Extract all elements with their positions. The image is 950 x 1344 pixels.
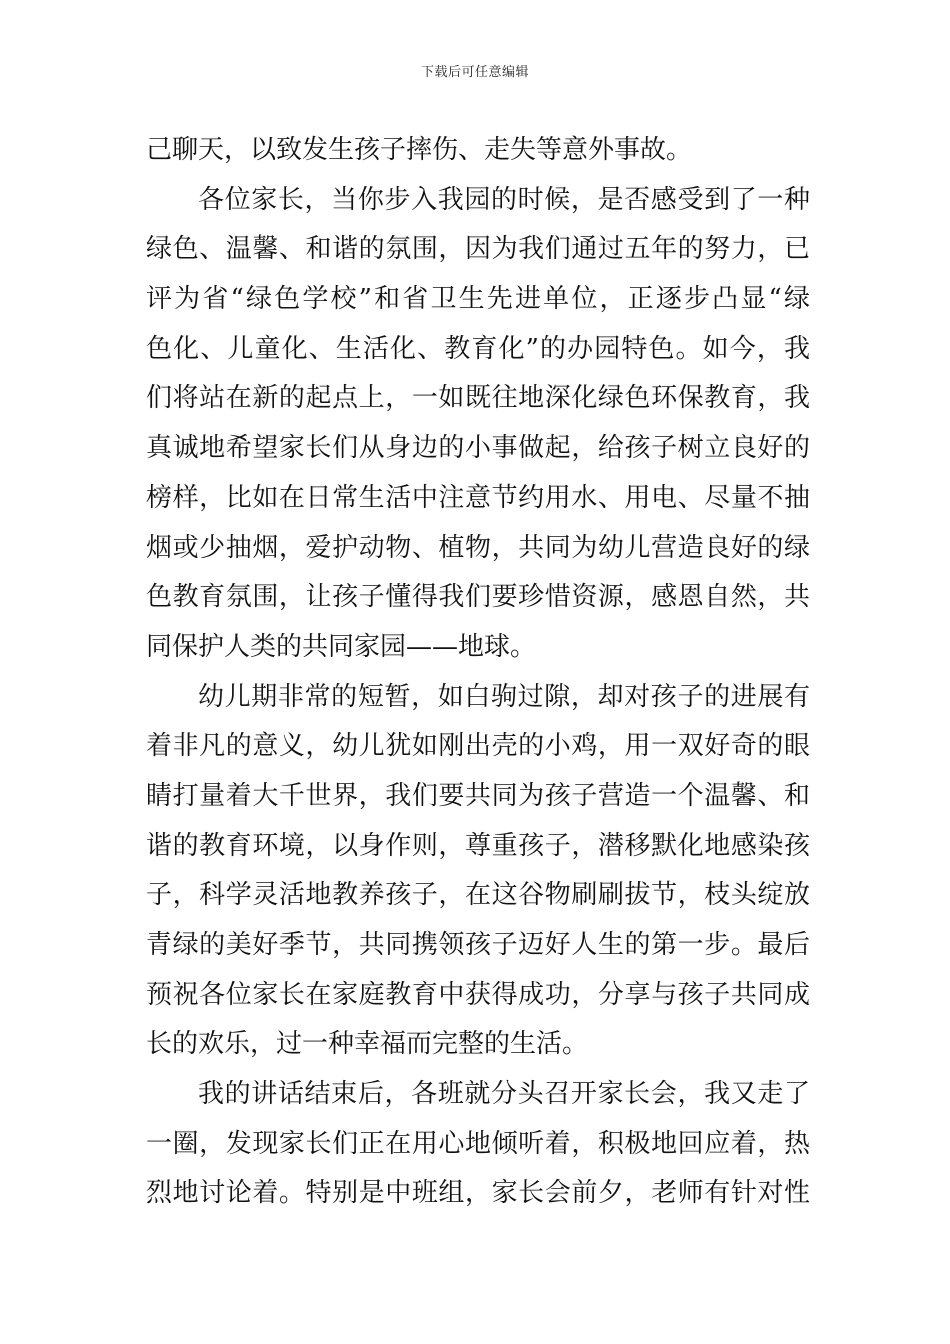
text-line: 色教育氛围，让孩子懂得我们要珍惜资源，感恩自然，共 (146, 582, 810, 613)
text-line: 榜样，比如在日常生活中注意节约用水、用电、尽量不抽 (146, 482, 810, 513)
text-line: 烈地讨论着。特别是中班组，家长会前夕，老师有针对性 (146, 1178, 810, 1209)
text-line: 评为省“绿色学校”和省卫生先进单位，正逐步凸显“绿 (146, 284, 810, 315)
text-line: 各位家长，当你步入我园的时候，是否感受到了一种 (198, 184, 810, 215)
text-line: 真诚地希望家长们从身边的小事做起，给孩子树立良好的 (146, 433, 810, 464)
body-text (146, 126, 810, 1219)
page-header: 下载后可任意编辑 (420, 65, 529, 80)
text-line: 长的欢乐，过一种幸福而完整的生活。 (146, 1029, 589, 1060)
text-line: 绿色、温馨、和谐的氛围，因为我们通过五年的努力，已 (146, 234, 810, 265)
text-line: 子，科学灵活地教养孩子，在这谷物刷刷拔节，枝头绽放 (146, 880, 810, 911)
text-line: 我的讲话结束后，各班就分头召开家长会，我又走了 (198, 1079, 810, 1110)
text-line: 预祝各位家长在家庭教育中获得成功，分享与孩子共同成 (146, 979, 810, 1010)
text-line: 们将站在新的起点上，一如既往地深化绿色环保教育，我 (146, 383, 810, 414)
text-line: 己聊天，以致发生孩子摔伤、走失等意外事故。 (146, 135, 693, 165)
text-line: 色化、儿童化、生活化、教育化”的办园特色。如今，我 (146, 333, 810, 364)
text-line: 睛打量着大千世界，我们要共同为孩子营造一个温馨、和 (146, 780, 810, 811)
text-line: 烟或少抽烟，爱护动物、植物，共同为幼儿营造良好的绿 (146, 532, 810, 563)
text-line: 一圈，发现家长们正在用心地倾听着，积极地回应着，热 (146, 1128, 810, 1159)
text-line: 谐的教育环境，以身作则，尊重孩子，潜移默化地感染孩 (146, 830, 810, 861)
text-line: 着非凡的意义，幼儿犹如刚出壳的小鸡，用一双好奇的眼 (146, 731, 810, 762)
text-line: 幼儿期非常的短暂，如白驹过隙，却对孩子的进展有 (198, 681, 810, 712)
text-line: 同保护人类的共同家园——地球。 (146, 631, 537, 662)
text-line: 青绿的美好季节，共同携领孩子迈好人生的第一步。最后 (146, 930, 810, 960)
